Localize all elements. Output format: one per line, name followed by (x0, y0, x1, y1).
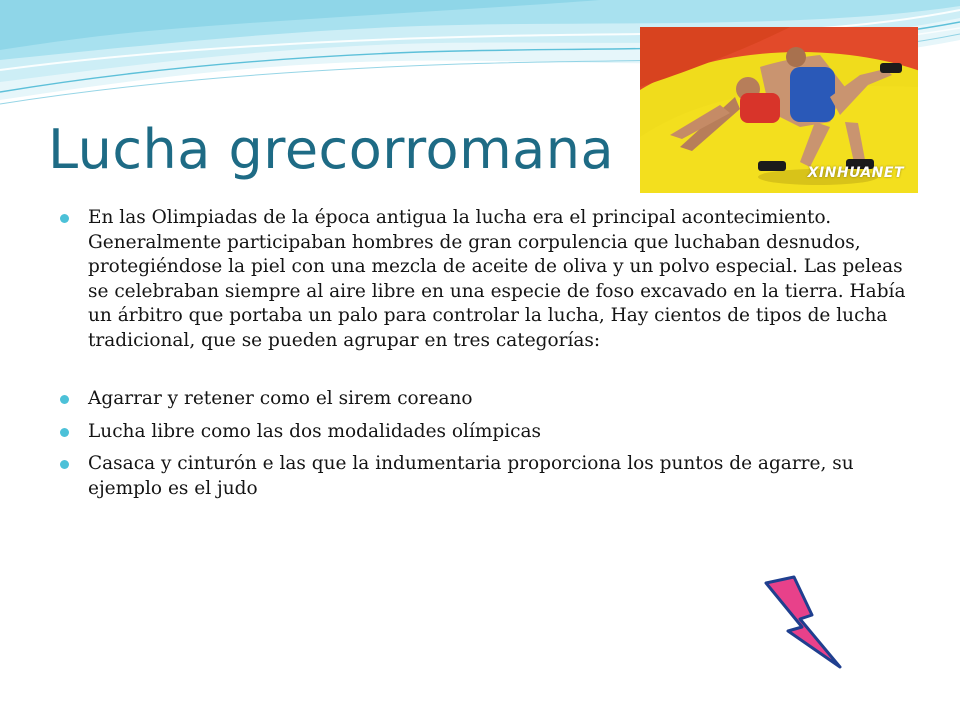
bullet-item (60, 420, 910, 445)
bullet-text: Casaca y cinturón e las que la indumentaria proporciona los puntos de agarre, su ejemplo es el judo (88, 453, 854, 499)
bullet-dot-icon (60, 428, 69, 437)
bullet-dot-icon (60, 395, 69, 404)
photo-watermark: XINHUANET (807, 165, 904, 181)
wrestling-photo (640, 27, 918, 193)
bullet-text: Agarrar y retener como el sirem coreano (88, 388, 473, 409)
bullet-dot-icon (60, 214, 69, 223)
bullet-list (60, 206, 910, 501)
slide-title: Lucha grecorromana (48, 118, 615, 181)
lightning-bolt-icon (760, 575, 846, 671)
bullet-text: Lucha libre como las dos modalidades olímpicas (88, 420, 542, 442)
bullet-item (60, 206, 910, 353)
bullet-text: En las Olimpiadas de la época antigua la lucha era el principal acontecimiento. Generalmente participaban hombres de gran corpulencia que luchaban desnudos, protegiéndose la piel con una mezcla de aceite de oliva y un polvo especial. Las peleas se celebraban siempre al aire libre en una especie de foso excavado en la tierra. Había un árbitro que portaba un palo para controlar la lucha, Hay cientos de tipos de lucha tradicional, que se pueden agrupar en tres categorías: (88, 207, 906, 351)
bullet-dot-icon (60, 460, 69, 469)
bullet-item (60, 387, 910, 412)
bullet-item (60, 452, 910, 501)
